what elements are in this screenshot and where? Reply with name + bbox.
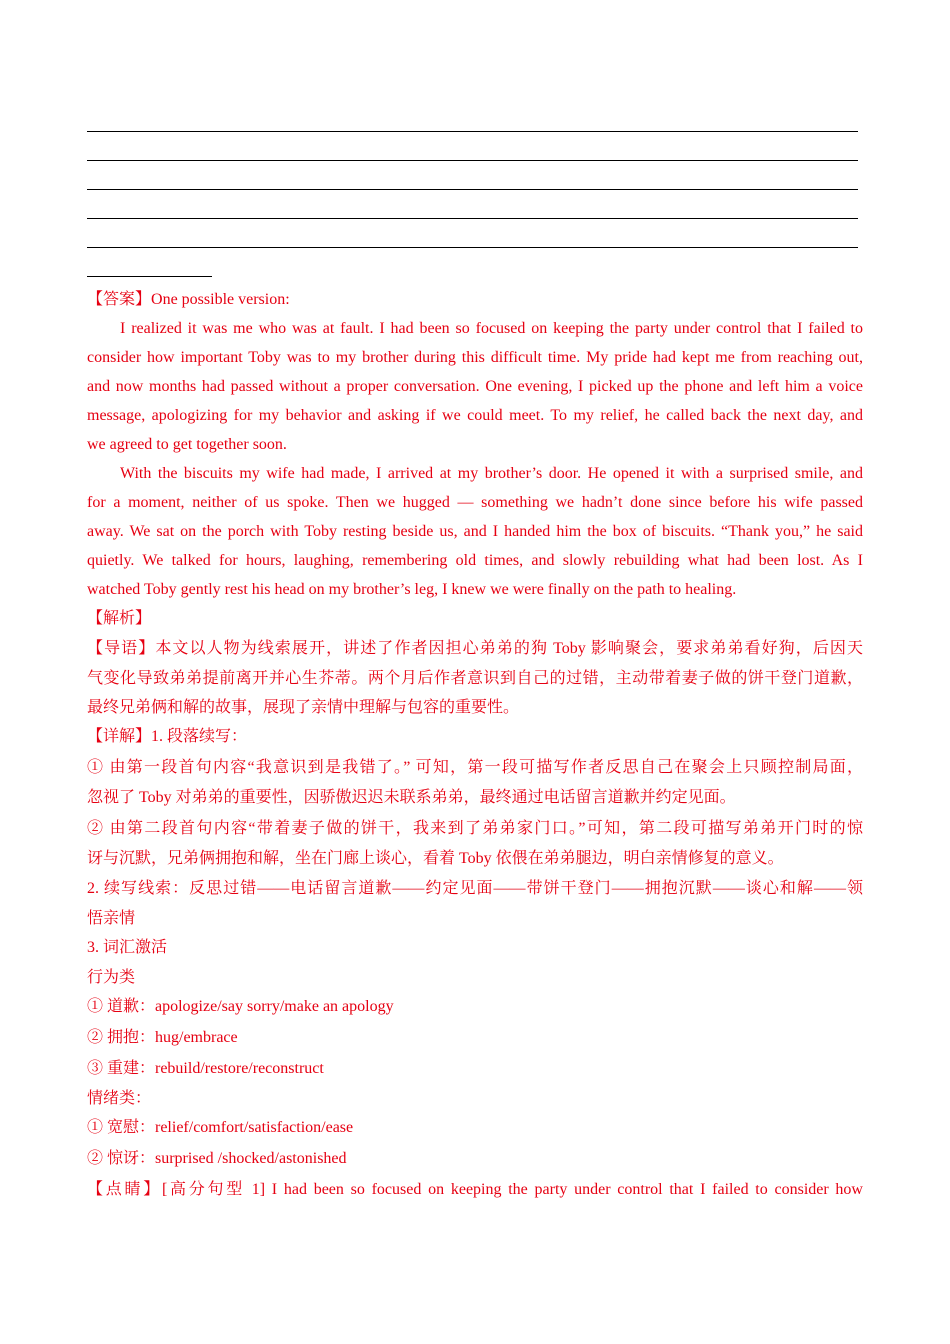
detail-heading — [87, 726, 863, 748]
writing-line-short — [87, 276, 212, 277]
point1-line: 忽视了 Toby 对弟弟的重要性，因骄傲迟迟未联系弟弟，最终通过电话留言道歉并约定见面。 — [87, 789, 736, 806]
guide-line: 最终兄弟俩和解的故事，展现了亲情中理解与包容的重要性。 — [87, 699, 520, 716]
detail-tag: 【详解】 — [87, 728, 152, 745]
emotion-item: ① 宽慰：relief/comfort/satisfaction/ease — [87, 1119, 354, 1136]
guide-text: 本文以人物为线索展开，讲述了作者因担心弟弟的狗 Toby 影响聚会，要求弟弟看好狗，后因天 — [155, 640, 863, 657]
guide-tag: 【导语】 — [87, 640, 156, 657]
writing-line — [87, 247, 858, 248]
action-heading: 行为类 — [87, 969, 136, 986]
answer-para2-line: away. We sat on the porch with Toby resting beside us, and I handed him the box of biscuits. “Thank you,” he said — [87, 523, 863, 540]
action-item: ① 道歉：apologize/say sorry/make an apology — [87, 998, 394, 1015]
answer-para1-line: we agreed to get together soon. — [87, 436, 287, 453]
clue-line: 2. 续写线索：反思过错——电话留言道歉——约定见面——带饼干登门——拥抱沉默——谈心和解——领 — [87, 880, 863, 897]
answer-para1-line: consider how important Toby was to my brother during this difficult time. My pride had kept me from reaching out, — [87, 349, 863, 366]
point2-line: 讶与沉默，兄弟俩拥抱和解，坐在门廊上谈心，看着 Toby 依偎在弟弟腿边，明白亲情修复的意义。 — [87, 850, 784, 867]
answer-para2-line: With the biscuits my wife had made, I arrived at my brother’s door. He opened it with a surprised smile, and — [120, 465, 863, 482]
writing-line — [87, 218, 858, 219]
vocab-heading: 3. 词汇激活 — [87, 939, 168, 956]
answer-para2-line: quietly. We talked for hours, laughing, remembering old times, and slowly rebuilding what had been lost. As I — [87, 552, 863, 569]
answer-para1-line: message, apologizing for my behavior and asking if we could meet. To my relief, he called back the next day, and — [87, 407, 863, 424]
answer-heading — [87, 289, 863, 311]
highlight-tag: 【点睛】 — [87, 1181, 162, 1198]
emotion-heading: 情绪类： — [87, 1090, 152, 1107]
point2-line: ② 由第二段首句内容“带着妻子做的饼干，我来到了弟弟家门口。”可知，第二段可描写弟弟开门时的惊 — [87, 820, 863, 837]
guide-line: 气变化导致弟弟提前离开并心生芥蒂。两个月后作者意识到自己的过错，主动带着妻子做的饼干登门道歉， — [87, 670, 863, 687]
answer-tag: 【答案】 — [87, 291, 152, 308]
answer-para2-line: for a moment, neither of us spoke. Then we hugged — something we hadn’t done since before his wife passed — [87, 494, 863, 511]
answer-para1-line: I realized it was me who was at fault. I had been so focused on keeping the party under control that I failed to — [120, 320, 863, 337]
action-item: ③ 重建：rebuild/restore/reconstruct — [87, 1060, 324, 1077]
writing-line — [87, 131, 858, 132]
detail-head: 1. 段落续写： — [151, 728, 248, 745]
emotion-item: ② 惊讶：surprised /shocked/astonished — [87, 1150, 347, 1167]
answer-intro: One possible version: — [151, 291, 290, 308]
guide-line — [87, 638, 863, 660]
clue-line: 悟亲情 — [87, 910, 136, 927]
answer-para1-line: and now months had passed without a proper conversation. One evening, I picked up the phone and left him a voice — [87, 378, 863, 395]
answer-para2-line: watched Toby gently rest his head on my brother’s leg, I knew we were finally on the path to healing. — [87, 581, 737, 598]
writing-line — [87, 189, 858, 190]
analysis-tag: 【解析】 — [87, 610, 152, 627]
highlight-text: [高分句型 1] I had been so focused on keeping the party under control that I failed to consider how — [161, 1181, 863, 1198]
point1-line: ① 由第一段首句内容“我意识到是我错了。” 可知，第一段可描写作者反思自己在聚会上只顾控制局面， — [87, 759, 863, 776]
writing-line — [87, 160, 858, 161]
highlight-line — [87, 1179, 863, 1201]
action-item: ② 拥抱：hug/embrace — [87, 1029, 238, 1046]
